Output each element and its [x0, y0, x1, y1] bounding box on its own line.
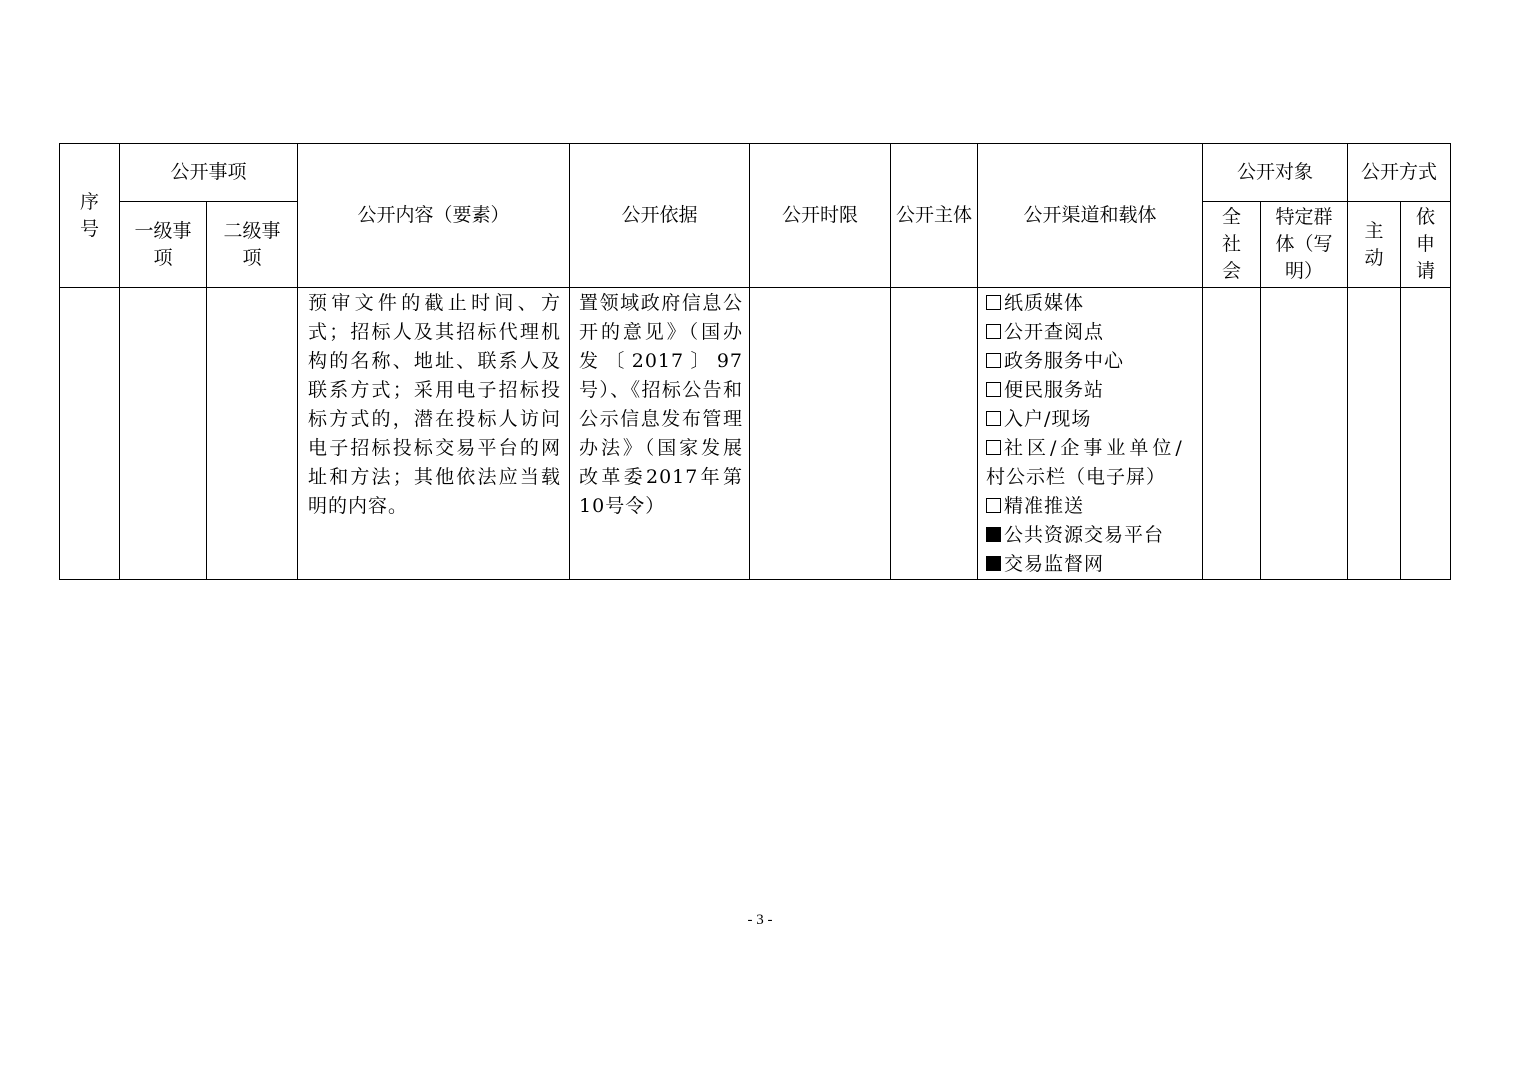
channel-label: 便民服务站 [1004, 379, 1105, 401]
channel-item [986, 347, 1198, 376]
channel-item [986, 550, 1198, 579]
checkbox-checked-icon [986, 527, 1001, 542]
disclosure-table [59, 143, 1451, 580]
header-whole-society: 全社会 [1203, 202, 1261, 288]
channel-item [986, 434, 1198, 463]
channel-label: 政务服务中心 [1004, 350, 1125, 372]
channel-label: 社区/企事业单位/ [1004, 437, 1186, 459]
header-level2: 二级事项 [207, 202, 298, 288]
channel-item [986, 289, 1198, 318]
header-level1: 一级事项 [120, 202, 207, 288]
cell-content: 预审文件的截止时间、方式；招标人及其招标代理机构的名称、地址、联系人及联系方式；采用电子招标投标方式的，潜在投标人访问电子招标投标交易平台的网址和方法；其他依法应当载明的内容。 [298, 288, 570, 580]
checkbox-icon [986, 440, 1001, 455]
checkbox-icon [986, 411, 1001, 426]
cell-seq [60, 288, 120, 580]
channel-item [986, 521, 1198, 550]
channel-label: 村公示栏（电子屏） [986, 466, 1167, 488]
cell-level1 [120, 288, 207, 580]
checkbox-checked-icon [986, 556, 1001, 571]
header-time-limit: 公开时限 [750, 144, 891, 288]
cell-time-limit [750, 288, 891, 580]
cell-on-request [1401, 288, 1451, 580]
channel-label: 纸质媒体 [1004, 292, 1085, 314]
header-matter-group: 公开事项 [120, 144, 298, 202]
checkbox-icon [986, 382, 1001, 397]
channel-item [986, 405, 1198, 434]
checkbox-icon [986, 353, 1001, 368]
header-subject: 公开主体 [891, 144, 978, 288]
channel-label: 公共资源交易平台 [1004, 524, 1165, 546]
channel-label: 精准推送 [1004, 495, 1085, 517]
table-row [60, 288, 1451, 580]
header-on-request: 依申请 [1401, 202, 1451, 288]
header-method-group: 公开方式 [1348, 144, 1451, 202]
header-channel: 公开渠道和载体 [978, 144, 1203, 288]
channel-label: 交易监督网 [1004, 553, 1105, 575]
checkbox-icon [986, 295, 1001, 310]
channel-item [986, 492, 1198, 521]
header-target-group: 公开对象 [1203, 144, 1348, 202]
channel-item [986, 376, 1198, 405]
cell-subject [891, 288, 978, 580]
header-specific-group: 特定群体（写明） [1261, 202, 1348, 288]
cell-whole-society [1203, 288, 1261, 580]
page-number: - 3 - [747, 912, 773, 928]
channel-label: 入户/现场 [1004, 408, 1092, 430]
checkbox-icon [986, 498, 1001, 513]
cell-active [1348, 288, 1401, 580]
header-basis: 公开依据 [570, 144, 750, 288]
header-active: 主动 [1348, 202, 1401, 288]
checkbox-icon [986, 324, 1001, 339]
cell-channel [978, 288, 1203, 580]
channel-label: 公开查阅点 [1004, 321, 1105, 343]
header-content: 公开内容（要素） [298, 144, 570, 288]
cell-basis: 置领域政府信息公开的意见》（国办发〔2017〕97号）、《招标公告和公示信息发布管理办法》（国家发展改革委2017年第10号令） [570, 288, 750, 580]
header-seq: 序号 [60, 144, 120, 288]
cell-specific-group [1261, 288, 1348, 580]
channel-item [986, 318, 1198, 347]
cell-level2 [207, 288, 298, 580]
channel-item-continuation [986, 463, 1198, 492]
